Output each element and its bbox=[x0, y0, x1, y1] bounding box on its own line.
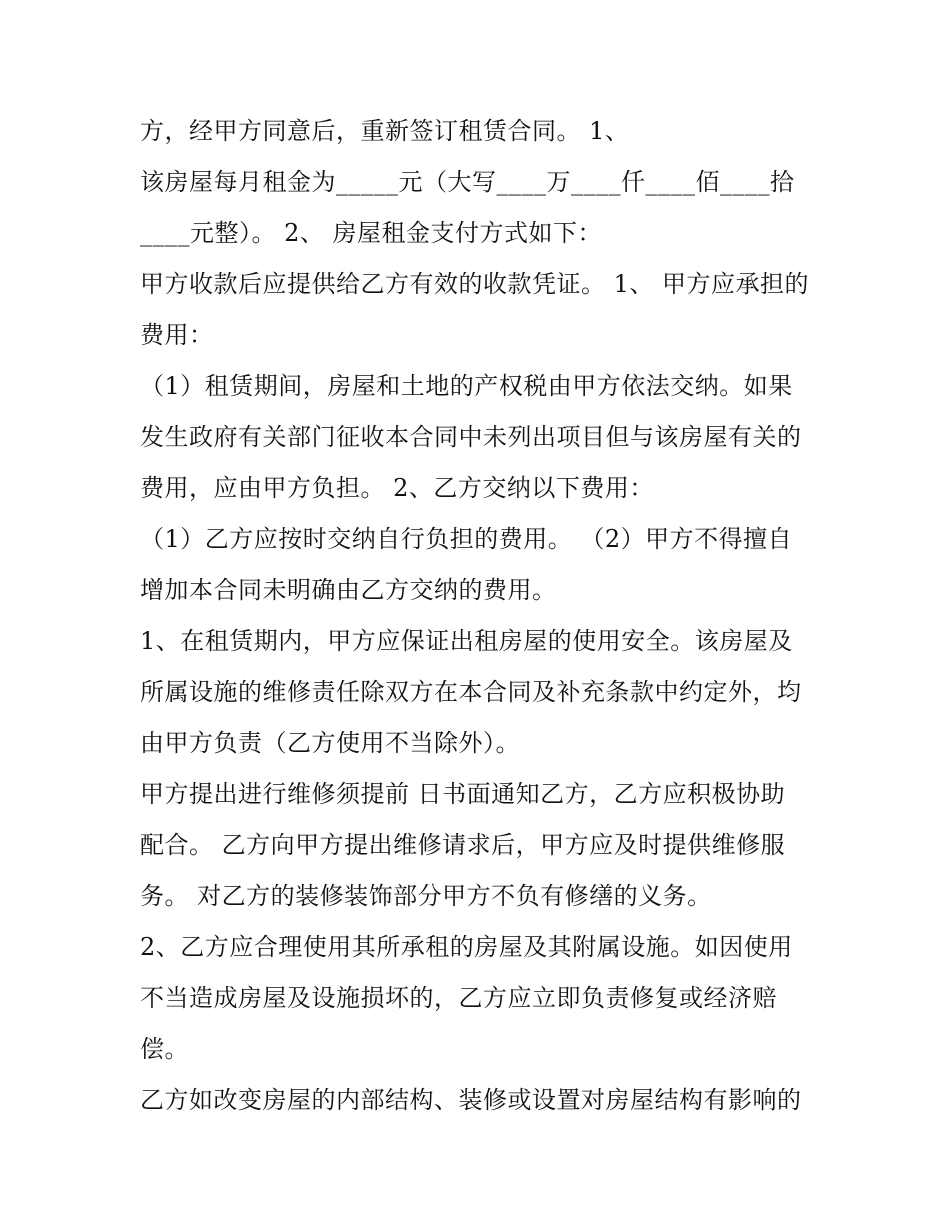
text-line: 所属设施的维修责任除双方在本合同及补充条款中约定外，均 bbox=[140, 678, 802, 706]
document-body bbox=[140, 106, 820, 1126]
text-line: 甲方收款后应提供给乙方有效的收款凭证。 1、 甲方应承担的 bbox=[140, 270, 810, 298]
text-line: 配合。 乙方向甲方提出维修请求后，甲方应及时提供维修服 bbox=[140, 831, 786, 859]
text-line: 发生政府有关部门征收本合同中未列出项目但与该房屋有关的 bbox=[140, 423, 802, 451]
text-line: 乙方如改变房屋的内部结构、装修或设置对房屋结构有影响的 bbox=[140, 1086, 802, 1114]
text-line: 务。 对乙方的装修装饰部分甲方不负有修缮的义务。 bbox=[140, 882, 712, 910]
text-line: 甲方提出进行维修须提前 日书面通知乙方，乙方应积极协助 bbox=[140, 780, 786, 808]
text-line: 费用： bbox=[140, 321, 214, 349]
text-line: 2、乙方应合理使用其所承租的房屋及其附属设施。如因使用 bbox=[140, 933, 793, 961]
text-line: （1）乙方应按时交纳自行负担的费用。 （2）甲方不得擅自 bbox=[140, 525, 793, 553]
text-line: 不当造成房屋及设施损坏的，乙方应立即负责修复或经济赔 bbox=[140, 984, 777, 1012]
text-line: 由甲方负责（乙方使用不当除外）。 bbox=[140, 729, 520, 757]
text-line: 偿。 bbox=[140, 1035, 189, 1063]
text-line: ____元整）。 2、 房屋租金支付方式如下： bbox=[140, 219, 603, 247]
text-line: 1、在租赁期内，甲方应保证出租房屋的使用安全。该房屋及 bbox=[140, 627, 793, 655]
text-line: 增加本合同未明确由乙方交纳的费用。 bbox=[140, 576, 557, 604]
text-line: 方，经甲方同意后，重新签订租赁合同。 1、 bbox=[140, 117, 630, 145]
text-line: （1）租赁期间，房屋和土地的产权税由甲方依法交纳。如果 bbox=[140, 372, 793, 400]
text-line: 费用，应由甲方负担。 2、乙方交纳以下费用： bbox=[140, 474, 654, 502]
text-line: 该房屋每月租金为_____元（大写____万____仟____佰____拾 bbox=[140, 168, 795, 196]
